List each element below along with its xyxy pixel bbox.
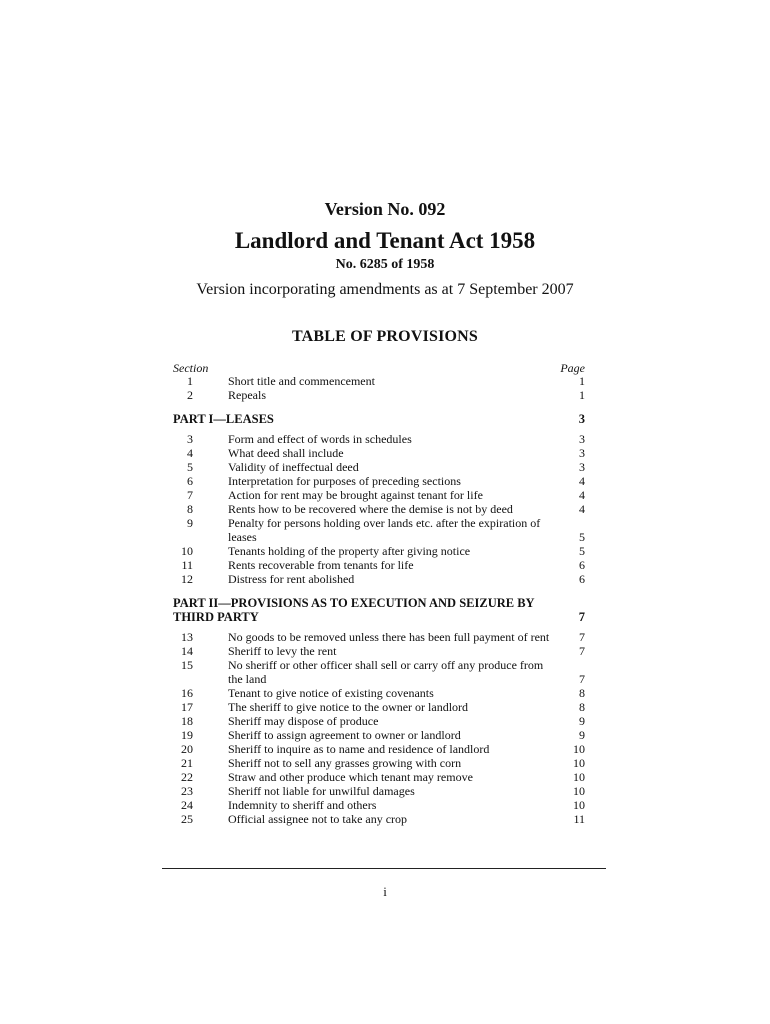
section-number: 3	[187, 432, 193, 446]
act-title: Landlord and Tenant Act 1958	[234, 228, 536, 253]
toc-entry	[173, 644, 585, 658]
toc-entry	[173, 544, 585, 558]
section-title: Action for rent may be brought against tenant for life	[228, 488, 483, 502]
toc-entry	[173, 516, 585, 544]
section-title: Sheriff not liable for unwilful damages	[228, 784, 415, 798]
part-heading-text: PART II—PROVISIONS AS TO EXECUTION AND SEIZURE BY THIRD PARTY	[173, 596, 535, 624]
section-number: 18	[181, 714, 193, 728]
section-title: Tenants holding of the property after giving notice	[228, 544, 471, 558]
part-page-number: 3	[578, 412, 585, 426]
section-page-number: 8	[579, 686, 585, 700]
section-title: No goods to be removed unless there has been full payment of rent	[228, 630, 550, 644]
section-number: 9	[187, 516, 193, 530]
toc-entry	[173, 784, 585, 798]
toc-entry	[173, 558, 585, 572]
section-number: 8	[187, 502, 193, 516]
section-page-number: 4	[579, 488, 585, 502]
section-page-number: 5	[579, 544, 585, 558]
toc-entry	[173, 798, 585, 812]
section-title: Interpretation for purposes of preceding sections	[228, 474, 461, 488]
toc-entry	[173, 658, 585, 686]
toc-entry	[173, 812, 585, 826]
page-number: i	[383, 884, 387, 899]
section-title: Official assignee not to take any crop	[228, 812, 408, 826]
section-page-number: 5	[579, 530, 585, 544]
section-title: Form and effect of words in schedules	[228, 432, 412, 446]
section-page-number: 10	[573, 798, 585, 812]
section-title: Short title and commencement	[228, 374, 375, 388]
section-number: 1	[187, 374, 193, 388]
act-number: No. 6285 of 1958	[335, 257, 435, 272]
toc-title: TABLE OF PROVISIONS	[291, 328, 479, 345]
section-page-number: 1	[579, 388, 585, 402]
page-column-header: Page	[560, 361, 585, 375]
section-title: The sheriff to give notice to the owner or landlord	[228, 700, 469, 714]
section-number: 21	[181, 756, 193, 770]
footer-divider	[162, 868, 606, 869]
section-page-number: 10	[573, 756, 585, 770]
section-number: 13	[181, 630, 193, 644]
section-page-number: 3	[579, 432, 585, 446]
toc-entry	[173, 686, 585, 700]
section-number: 17	[181, 700, 193, 714]
toc-entry	[173, 388, 585, 402]
section-title: Sheriff to assign agreement to owner or landlord	[228, 728, 461, 742]
toc-entry	[173, 488, 585, 502]
section-page-number: 10	[573, 742, 585, 756]
section-page-number: 3	[579, 460, 585, 474]
toc-entry	[173, 432, 585, 446]
section-number: 10	[181, 544, 193, 558]
section-column-header: Section	[173, 361, 209, 375]
section-title: Sheriff to inquire as to name and residence of landlord	[228, 742, 490, 756]
section-number: 20	[181, 742, 193, 756]
toc-entry	[173, 572, 585, 586]
section-page-number: 7	[579, 644, 585, 658]
section-title: Repeals	[228, 388, 266, 402]
section-page-number: 11	[573, 812, 585, 826]
section-number: 12	[181, 572, 193, 586]
toc-entry	[173, 714, 585, 728]
section-page-number: 3	[579, 446, 585, 460]
section-title: Rents recoverable from tenants for life	[228, 558, 414, 572]
section-title: Penalty for persons holding over lands etc. after the expiration of leases	[228, 516, 541, 544]
section-page-number: 7	[579, 672, 585, 686]
section-title: What deed shall include	[228, 446, 344, 460]
section-title: Sheriff not to sell any grasses growing with corn	[228, 756, 462, 770]
section-number: 22	[181, 770, 193, 784]
section-page-number: 1	[579, 374, 585, 388]
section-page-number: 4	[579, 474, 585, 488]
section-number: 5	[187, 460, 193, 474]
section-number: 4	[187, 446, 193, 460]
section-title: Rents how to be recovered where the demise is not by deed	[228, 502, 513, 516]
toc-entry	[173, 728, 585, 742]
section-number: 15	[181, 658, 193, 672]
amendment-note: Version incorporating amendments as at 7 September 2007	[196, 281, 574, 298]
section-title: Validity of ineffectual deed	[228, 460, 359, 474]
section-page-number: 10	[573, 784, 585, 798]
section-number: 24	[181, 798, 193, 812]
section-title: Distress for rent abolished	[228, 572, 355, 586]
section-title: Indemnity to sheriff and others	[228, 798, 377, 812]
section-title: Straw and other produce which tenant may remove	[228, 770, 473, 784]
section-number: 7	[187, 488, 193, 502]
toc-entry	[173, 460, 585, 474]
toc-entry	[173, 502, 585, 516]
section-title: No sheriff or other officer shall sell or carry off any produce from the land	[228, 658, 544, 686]
section-number: 23	[181, 784, 193, 798]
section-title: Sheriff to levy the rent	[228, 644, 337, 658]
section-page-number: 4	[579, 502, 585, 516]
section-page-number: 7	[579, 630, 585, 644]
section-number: 19	[181, 728, 193, 742]
section-page-number: 9	[579, 714, 585, 728]
toc-entry	[173, 630, 585, 644]
section-page-number: 6	[579, 572, 585, 586]
toc-entry	[173, 770, 585, 784]
section-title: Sheriff may dispose of produce	[228, 714, 379, 728]
toc-entry	[173, 756, 585, 770]
toc-entry	[173, 742, 585, 756]
part-heading-text: PART I—LEASES	[173, 412, 274, 426]
part-heading	[173, 412, 585, 426]
toc-entry	[173, 474, 585, 488]
section-page-number: 8	[579, 700, 585, 714]
section-title: Tenant to give notice of existing covenants	[228, 686, 434, 700]
part-heading	[173, 596, 585, 624]
version-number: Version No. 092	[324, 199, 446, 219]
section-page-number: 9	[579, 728, 585, 742]
section-number: 16	[181, 686, 193, 700]
toc-entry	[173, 374, 585, 388]
section-number: 6	[187, 474, 193, 488]
section-page-number: 6	[579, 558, 585, 572]
section-number: 11	[181, 558, 193, 572]
table-of-provisions	[173, 374, 585, 826]
toc-entry	[173, 700, 585, 714]
section-number: 14	[181, 644, 193, 658]
section-number: 2	[187, 388, 193, 402]
section-number: 25	[181, 812, 193, 826]
section-page-number: 10	[573, 770, 585, 784]
toc-entry	[173, 446, 585, 460]
part-page-number: 7	[578, 610, 585, 624]
